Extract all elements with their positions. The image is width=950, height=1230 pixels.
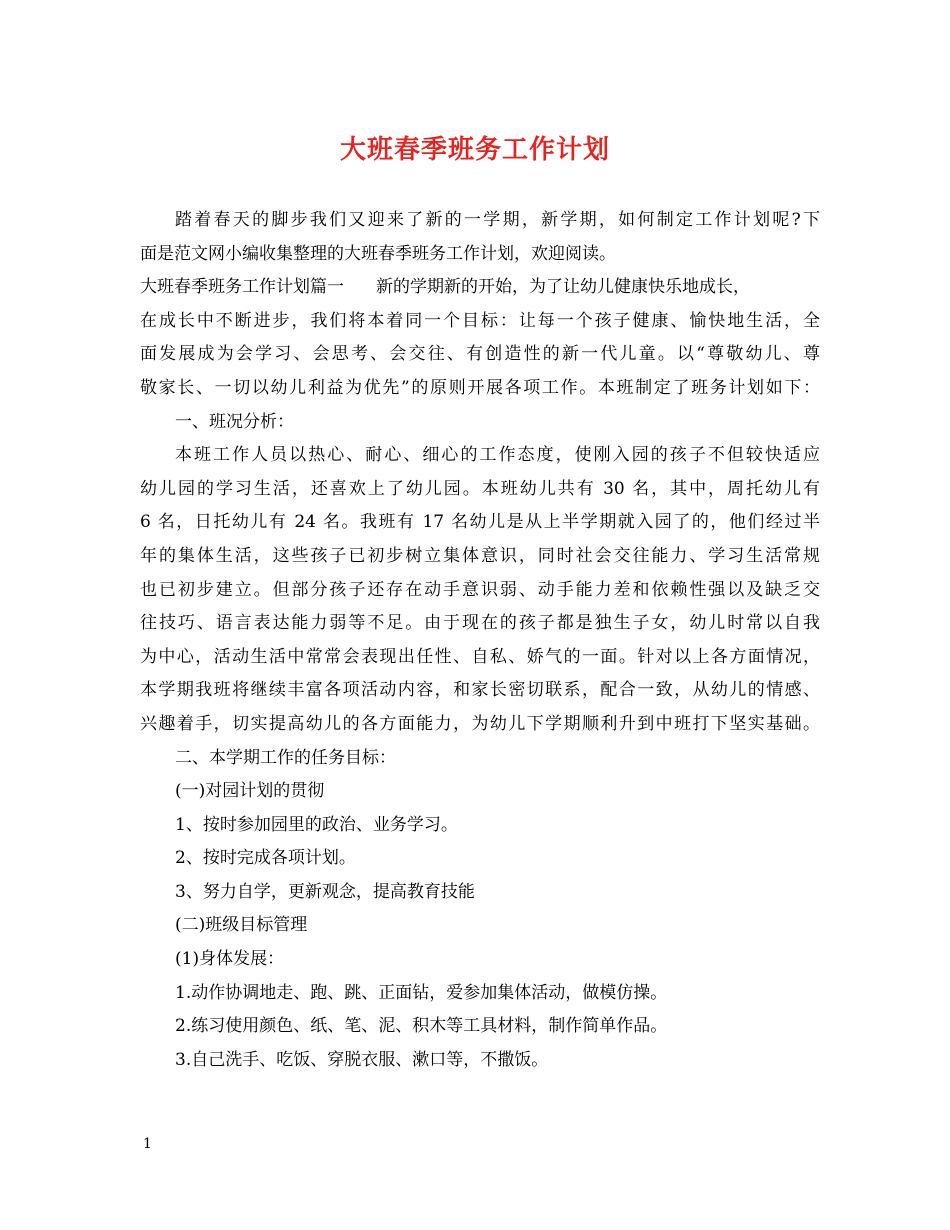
paragraph-line: 幼儿园的学习生活，还喜欢上了幼儿园。本班幼儿共有 30 名，其中，周托幼儿有 xyxy=(140,478,820,499)
list-item: 3.自己洗手、吃饭、穿脱衣服、漱口等，不撒饭。 xyxy=(175,1049,549,1070)
document-body xyxy=(140,204,820,1077)
paragraph-line: 6 名，日托幼儿有 24 名。我班有 17 名幼儿是从上半学期就入园了的，他们经过半 xyxy=(140,512,820,533)
paragraph-line: 面发展成为会学习、会思考、会交往、有创造性的新一代儿童。以“尊敬幼儿、尊 xyxy=(140,344,820,365)
paragraph-line: 本学期我班将继续丰富各项活动内容，和家长密切联系，配合一致，从幼儿的情感、 xyxy=(140,680,820,701)
paragraph-line: 往技巧、语言表达能力弱等不足。由于现在的孩子都是独生子女，幼儿时常以自我 xyxy=(140,613,820,634)
list-item: 1、按时参加园里的政治、业务学习。 xyxy=(175,814,458,835)
paragraph-line: 为中心，活动生活中常常会表现出任性、自私、娇气的一面。针对以上各方面情况， xyxy=(140,646,820,667)
paragraph-line: 敬家长、一切以幼儿利益为优先”的原则开展各项工作。本班制定了班务计划如下： xyxy=(140,377,820,398)
paragraph-text: 新的学期新的开始，为了让幼儿健康快乐地成长， xyxy=(376,277,750,298)
subsection-heading: (1)身体发展： xyxy=(175,949,285,970)
paragraph-line: 在成长中不断进步，我们将本着同一个目标：让每一个孩子健康、愉快地生活，全 xyxy=(140,310,820,331)
paragraph-line: 兴趣着手，切实提高幼儿的各方面能力，为幼儿下学期顺利升到中班打下坚实基础。 xyxy=(140,713,820,734)
list-item: 2.练习使用颜色、纸、笔、泥、积木等工具材料，制作简单作品。 xyxy=(175,1016,668,1037)
paragraph-line: 本班工作人员以热心、耐心、细心的工作态度，使刚入园的孩子不但较快适应 xyxy=(175,445,820,466)
section-heading: 二、本学期工作的任务目标： xyxy=(175,747,396,768)
paragraph-line: 踏着春天的脚步我们又迎来了新的一学期，新学期，如何制定工作计划呢?下 xyxy=(175,210,820,230)
paragraph-line: 面是范文网小编收集整理的大班春季班务工作计划，欢迎阅读。 xyxy=(140,243,616,264)
document-title: 大班春季班务工作计划 xyxy=(339,135,610,165)
paragraph-line: 也已初步建立。但部分孩子还存在动手意识弱、动手能力差和依赖性强以及缺乏交 xyxy=(140,579,820,600)
paragraph-line-combined xyxy=(140,271,820,305)
list-item: 1.动作协调地走、跑、跳、正面钻，爱参加集体活动，做模仿操。 xyxy=(175,982,668,1003)
subsection-heading: (二)班级目标管理 xyxy=(175,915,308,936)
page-number: 1 xyxy=(143,1136,152,1152)
list-item: 3、努力自学，更新观念，提高教育技能 xyxy=(175,881,475,902)
paragraph-line: 年的集体生活，这些孩子已初步树立集体意识，同时社会交往能力、学习生活常规 xyxy=(140,545,820,566)
section-heading: 大班春季班务工作计划篇一 xyxy=(140,277,344,298)
subsection-heading: (一)对园计划的贯彻 xyxy=(175,781,325,802)
list-item: 2、按时完成各项计划。 xyxy=(175,848,356,869)
section-heading: 一、班况分析： xyxy=(175,411,294,432)
